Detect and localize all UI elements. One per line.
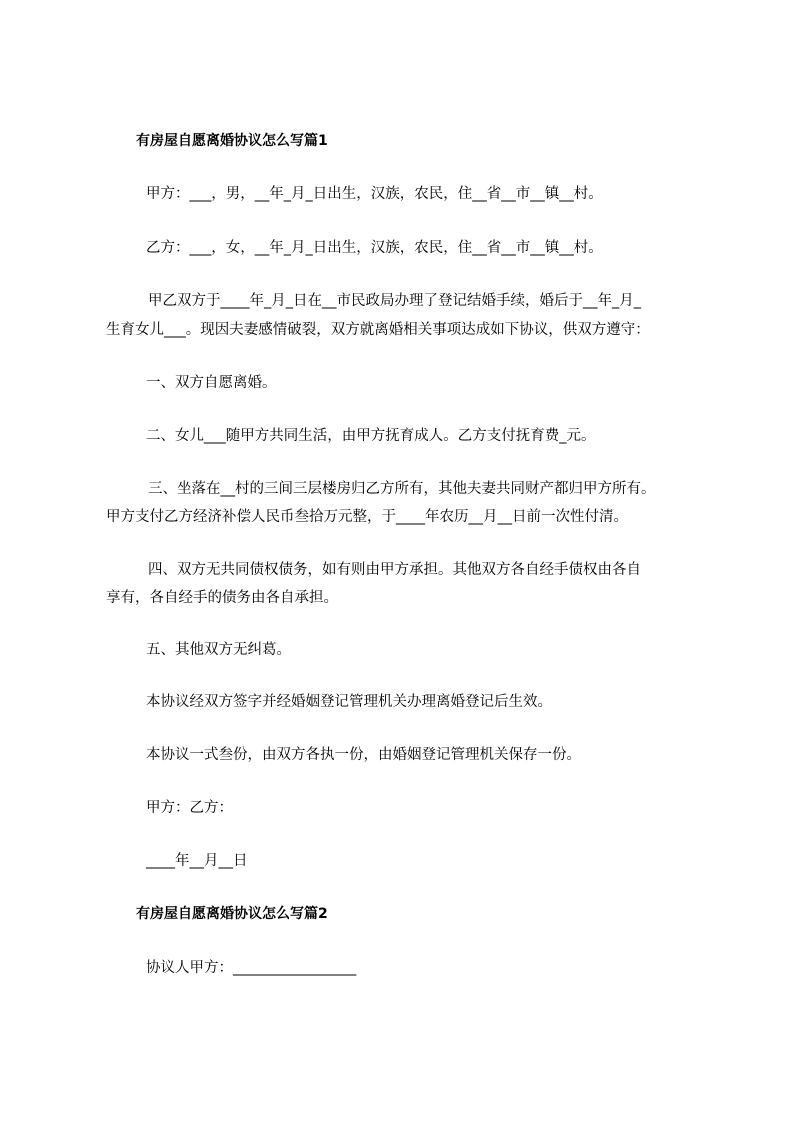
signature-line: 甲方：乙方： — [146, 800, 233, 816]
party-a-line: 甲方：___，男，__年_月_日出生，汉族，农民，住__省__市__镇__村。 — [146, 186, 603, 202]
clause-4-line-1: 四、双方无共同债权债务，如有则由甲方承担。其他双方各自经手债权由各自 — [148, 562, 641, 578]
clause-4-line-2: 享有，各自经手的债务由各自承担。 — [106, 590, 338, 606]
party-b-line: 乙方：___，女，__年_月_日出生，汉族，农民，住__省__市__镇__村。 — [146, 240, 603, 256]
section2-title: 有房屋自愿离婚协议怎么写篇2 — [136, 906, 328, 922]
effect-statement: 本协议经双方签字并经婚姻登记管理机关办理离婚登记后生效。 — [146, 694, 552, 710]
copies-statement: 本协议一式叁份，由双方各执一份，由婚姻登记管理机关保存一份。 — [146, 747, 581, 763]
clause-5: 五、其他双方无纠葛。 — [146, 642, 291, 658]
intro-line-1: 甲乙双方于____年_月_日在__市民政局办理了登记结婚手续，婚后于__年_月_ — [148, 293, 641, 309]
section1-title: 有房屋自愿离婚协议怎么写篇1 — [136, 133, 328, 149]
clause-3-line-2: 甲方支付乙方经济补偿人民币叁拾万元整，于____年农历__月__日前一次性付清。 — [106, 509, 628, 525]
clause-3-line-1: 三、坐落在__村的三间三层楼房归乙方所有，其他夫妻共同财产都归甲方所有。 — [148, 481, 656, 497]
clause-1: 一、双方自愿离婚。 — [146, 375, 277, 391]
date-line: ____年__月__日 — [146, 853, 248, 869]
intro-line-2: 生育女儿___。现因夫妻感情破裂，双方就离婚相关事项达成如下协议，供双方遵守： — [106, 322, 650, 338]
section2-party-a-line: 协议人甲方：_________________ — [146, 960, 357, 976]
clause-2: 二、女儿___随甲方共同生活，由甲方抚育成人。乙方支付抚育费_元。 — [146, 428, 596, 444]
